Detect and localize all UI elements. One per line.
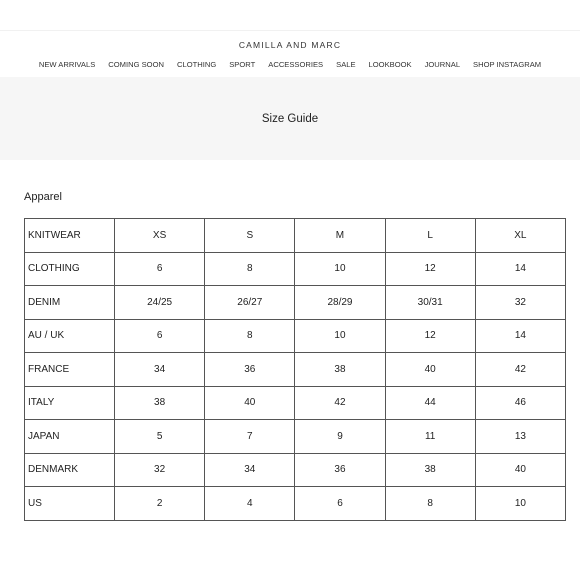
row-label: KNITWEAR	[25, 219, 115, 253]
table-cell: 6	[295, 487, 385, 521]
table-cell: 5	[115, 420, 205, 454]
table-cell: 2	[115, 487, 205, 521]
nav-item-lookbook[interactable]: LOOKBOOK	[368, 60, 412, 69]
table-cell: 36	[205, 353, 295, 387]
table-cell: 12	[385, 319, 475, 353]
table-cell: 14	[475, 252, 565, 286]
table-cell: 44	[385, 386, 475, 420]
row-label: AU / UK	[25, 319, 115, 353]
table-row	[25, 420, 566, 454]
table-row	[25, 319, 566, 353]
table-cell: 8	[205, 319, 295, 353]
table-cell: 6	[115, 319, 205, 353]
table-row	[25, 386, 566, 420]
row-label: DENMARK	[25, 453, 115, 487]
table-cell: 24/25	[115, 286, 205, 320]
nav-item-new-arrivals[interactable]: NEW ARRIVALS	[38, 60, 96, 69]
table-cell: 32	[475, 286, 565, 320]
table-row	[25, 252, 566, 286]
table-row	[25, 286, 566, 320]
nav-item-clothing[interactable]: CLOTHING	[176, 60, 217, 69]
nav-item-journal[interactable]: JOURNAL	[424, 60, 461, 69]
table-cell: 38	[115, 386, 205, 420]
hero-banner	[0, 77, 580, 160]
nav-item-accessories[interactable]: ACCESSORIES	[268, 60, 324, 69]
row-label: ITALY	[25, 386, 115, 420]
table-cell: 14	[475, 319, 565, 353]
table-cell: 30/31	[385, 286, 475, 320]
row-label: DENIM	[25, 286, 115, 320]
table-cell: 13	[475, 420, 565, 454]
table-cell: 12	[385, 252, 475, 286]
table-row	[25, 219, 566, 253]
table-cell: 40	[385, 353, 475, 387]
table-cell: M	[295, 219, 385, 253]
table-cell: 40	[205, 386, 295, 420]
table-row	[25, 487, 566, 521]
main-nav	[0, 60, 580, 69]
row-label: CLOTHING	[25, 252, 115, 286]
table-row	[25, 353, 566, 387]
size-table-body	[25, 219, 566, 521]
section-title: Apparel	[24, 191, 62, 203]
row-label: FRANCE	[25, 353, 115, 387]
table-cell: 9	[295, 420, 385, 454]
nav-item-sale[interactable]: SALE	[336, 60, 356, 69]
table-cell: 10	[295, 319, 385, 353]
table-cell: XL	[475, 219, 565, 253]
table-cell: 7	[205, 420, 295, 454]
table-cell: 32	[115, 453, 205, 487]
table-cell: 6	[115, 252, 205, 286]
row-label: JAPAN	[25, 420, 115, 454]
table-cell: 34	[205, 453, 295, 487]
table-cell: 10	[295, 252, 385, 286]
table-cell: 38	[385, 453, 475, 487]
table-cell: 36	[295, 453, 385, 487]
table-cell: 40	[475, 453, 565, 487]
brand-logo[interactable]: CAMILLA AND MARC	[238, 40, 342, 50]
table-cell: 38	[295, 353, 385, 387]
table-row	[25, 453, 566, 487]
table-cell: 28/29	[295, 286, 385, 320]
row-label: US	[25, 487, 115, 521]
table-cell: 4	[205, 487, 295, 521]
table-cell: XS	[115, 219, 205, 253]
table-cell: 42	[475, 353, 565, 387]
nav-item-sport[interactable]: SPORT	[229, 60, 256, 69]
nav-item-shop-instagram[interactable]: SHOP INSTAGRAM	[473, 60, 542, 69]
table-cell: 10	[475, 487, 565, 521]
table-cell: S	[205, 219, 295, 253]
table-cell: 8	[385, 487, 475, 521]
page-title: Size Guide	[261, 112, 319, 125]
table-cell: 42	[295, 386, 385, 420]
table-cell: 46	[475, 386, 565, 420]
top-bar	[0, 0, 580, 31]
table-cell: L	[385, 219, 475, 253]
size-table	[24, 218, 566, 521]
table-cell: 11	[385, 420, 475, 454]
nav-item-coming-soon[interactable]: COMING SOON	[108, 60, 164, 69]
table-cell: 34	[115, 353, 205, 387]
table-cell: 8	[205, 252, 295, 286]
table-cell: 26/27	[205, 286, 295, 320]
